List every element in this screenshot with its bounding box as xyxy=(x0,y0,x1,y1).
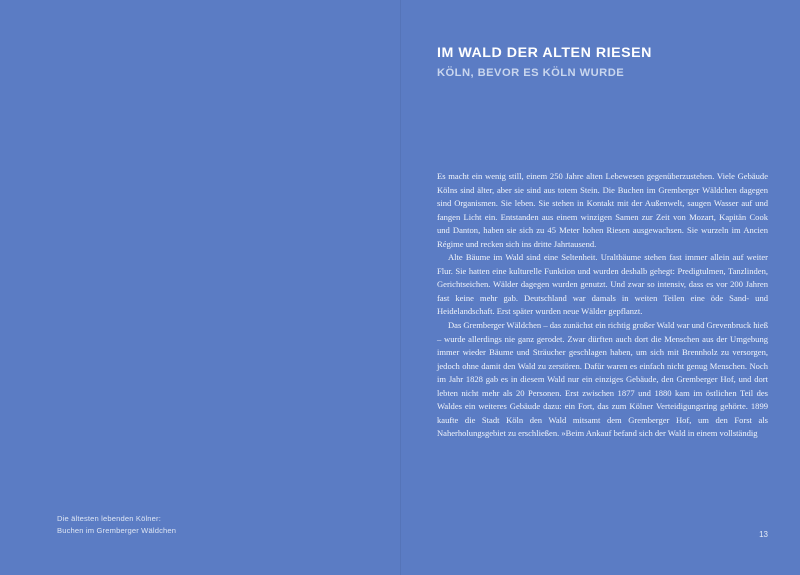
page-subtitle: KÖLN, BEVOR ES KÖLN WURDE xyxy=(437,67,625,79)
caption-line-1: Die ältesten lebenden Kölner: xyxy=(57,514,161,523)
paragraph-1: Es macht ein wenig still, einem 250 Jahre alten Lebewesen gegenüberzustehen. Viele Gebäude Kölns sind älter, aber sie sind aus totem Stein. Die Buchen im Gremberger Wäldchen dagegen sind Organismen. Sie leben. Sie stehen in Kontakt mit der Außenwelt, saugen Wasser auf und fangen Licht ein. Entstanden aus einem winzigen Samen zur Zeit von Mozart, Kapitän Cook und Danton, haben sie sich zu 45 Meter hohen Riesen ausgewachsen. Sie wurzeln im Ancien Régime und recken sich ins dritte Jahrtausend. xyxy=(437,171,768,249)
caption-line-2: Buchen im Gremberger Wäldchen xyxy=(57,526,177,535)
right-page xyxy=(400,0,800,575)
page-title: IM WALD DER ALTEN RIESEN xyxy=(437,45,652,61)
paragraph-3: Das Gremberger Wäldchen – das zunächst ein richtig großer Wald war und Grevenbruck hieß – wurde allerdings nie ganz gerodet. Zwar dürften auch dort die Menschen aus der Umgebung immer wieder Bäume und Sträucher geschlagen haben, um sich mit Brennholz zu versorgen, jedoch ohne damit den Wald zu zerstören. Dafür waren es einfach nicht genug Menschen. Noch im Jahr 1828 gab es in diesem Wald nur ein einziges Gebäude, den Gremberger Hof, und dort lebten nicht mehr als 20 Personen. Erst zwischen 1877 und 1880 kam im östlichen Teil des Waldes ein weiteres Gebäude dazu: ein Fort, das zum Kölner Verteidigungsring gehörte. 1899 kaufte die Stadt Köln den Wald mitsamt dem Gremberger Hof, um den Forst als Naherholungsgebiet zu erschließen. »Beim Ankauf befand sich der Wald in einem vollständig xyxy=(437,320,768,439)
photo-caption xyxy=(57,513,176,537)
page-number: 13 xyxy=(759,530,768,539)
chapter-heading xyxy=(437,45,767,80)
paragraph-2: Alte Bäume im Wald sind eine Seltenheit. Uraltbäume stehen fast immer allein auf weiter Flur. Sie hatten eine kulturelle Funktion und wurden deshalb gehegt: Predigtulmen, Tanzlinden, Gerichtseichen. Wälder dagegen wurden genutzt. Und zwar so intensiv, dass es vor 200 Jahren fast keine mehr gab. Deutschland war damals in weiten Teilen eine öde Sand- und Heidelandschaft. Erst später wurden neue Wälder gepflanzt. xyxy=(437,252,768,317)
body-text xyxy=(437,170,768,441)
